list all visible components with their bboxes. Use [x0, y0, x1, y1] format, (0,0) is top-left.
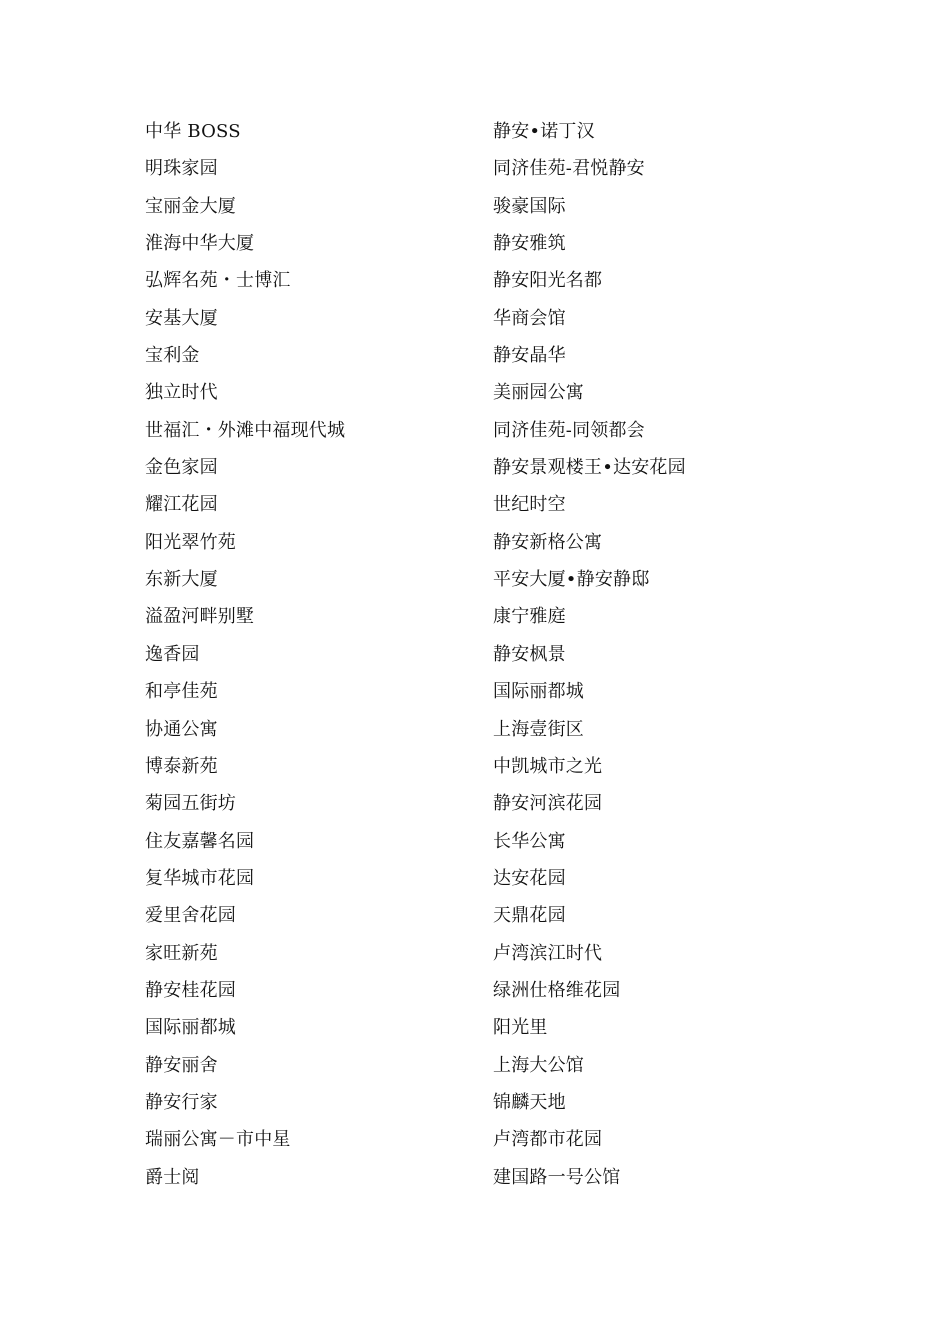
list-item: 同济佳苑-同领都会: [493, 419, 645, 441]
list-item: 弘辉名苑・士博汇: [145, 270, 291, 292]
list-item: 博泰新苑: [145, 755, 218, 777]
list-item: 国际丽都城: [145, 1017, 236, 1039]
list-item: 静安桂花园: [145, 979, 236, 1001]
list-item: 上海壹街区: [493, 718, 584, 740]
list-item: 绿洲仕格维花园: [493, 979, 621, 1001]
list-item: 爱里舍花园: [145, 905, 236, 927]
list-item: 淮海中华大厦: [145, 233, 255, 255]
list-item: 静安新格公寓: [493, 531, 603, 553]
list-item: 爵士阅: [145, 1166, 200, 1188]
list-item: 东新大厦: [145, 569, 218, 591]
list-item: 住友嘉馨名园: [145, 830, 255, 852]
list-item: 卢湾滨江时代: [493, 942, 603, 964]
list-item: 平安大厦•静安静邸: [493, 569, 650, 591]
list-item: 静安晶华: [493, 345, 566, 367]
list-item: 上海大公馆: [493, 1054, 584, 1076]
list-item: 骏豪国际: [493, 195, 566, 217]
list-item: 家旺新苑: [145, 942, 218, 964]
list-item: 阳光里: [493, 1017, 548, 1039]
list-item: 锦麟天地: [493, 1091, 566, 1113]
list-item: 金色家园: [145, 457, 218, 479]
list-item: 溢盈河畔别墅: [145, 606, 255, 628]
list-item: 静安河滨花园: [493, 793, 603, 815]
list-item: 中华 BOSS: [145, 121, 241, 142]
list-item: 和亭佳苑: [145, 681, 218, 703]
list-item: 世纪时空: [493, 494, 566, 516]
list-item: 静安枫景: [493, 643, 566, 665]
list-item: 静安•诺丁汉: [493, 121, 595, 142]
list-item: 独立时代: [145, 382, 218, 404]
list-item: 宝丽金大厦: [145, 195, 236, 217]
list-item: 静安雅筑: [493, 233, 566, 255]
list-item: 静安丽舍: [145, 1054, 218, 1076]
list-item: 逸香园: [145, 643, 200, 665]
list-item: 静安景观楼王•达安花园: [493, 457, 686, 479]
list-item: 卢湾都市花园: [493, 1129, 603, 1151]
list-item: 国际丽都城: [493, 681, 584, 703]
list-item: 菊园五街坊: [145, 793, 236, 815]
list-item: 康宁雅庭: [493, 606, 566, 628]
list-item: 世福汇・外滩中福现代城: [145, 419, 346, 441]
list-item: 静安行家: [145, 1091, 218, 1113]
list-item: 协通公寓: [145, 718, 218, 740]
list-item: 华商会馆: [493, 307, 566, 329]
list-item: 建国路一号公馆: [493, 1166, 621, 1188]
list-item: 瑞丽公寓－市中星: [145, 1129, 291, 1151]
right-column-list: [493, 113, 823, 1196]
list-item: 耀江花园: [145, 494, 218, 516]
list-item: 长华公寓: [493, 830, 566, 852]
list-item: 阳光翠竹苑: [145, 531, 236, 553]
list-item: 明珠家园: [145, 158, 218, 180]
list-item: 复华城市花园: [145, 867, 255, 889]
list-item: 同济佳苑-君悦静安: [493, 158, 645, 180]
list-item: 美丽园公寓: [493, 382, 584, 404]
list-item: 中凯城市之光: [493, 755, 603, 777]
list-item: 静安阳光名都: [493, 270, 603, 292]
list-item: 安基大厦: [145, 307, 218, 329]
left-column-list: [145, 113, 475, 1196]
list-item: 达安花园: [493, 867, 566, 889]
list-item: 宝利金: [145, 345, 200, 367]
list-item: 天鼎花园: [493, 905, 566, 927]
